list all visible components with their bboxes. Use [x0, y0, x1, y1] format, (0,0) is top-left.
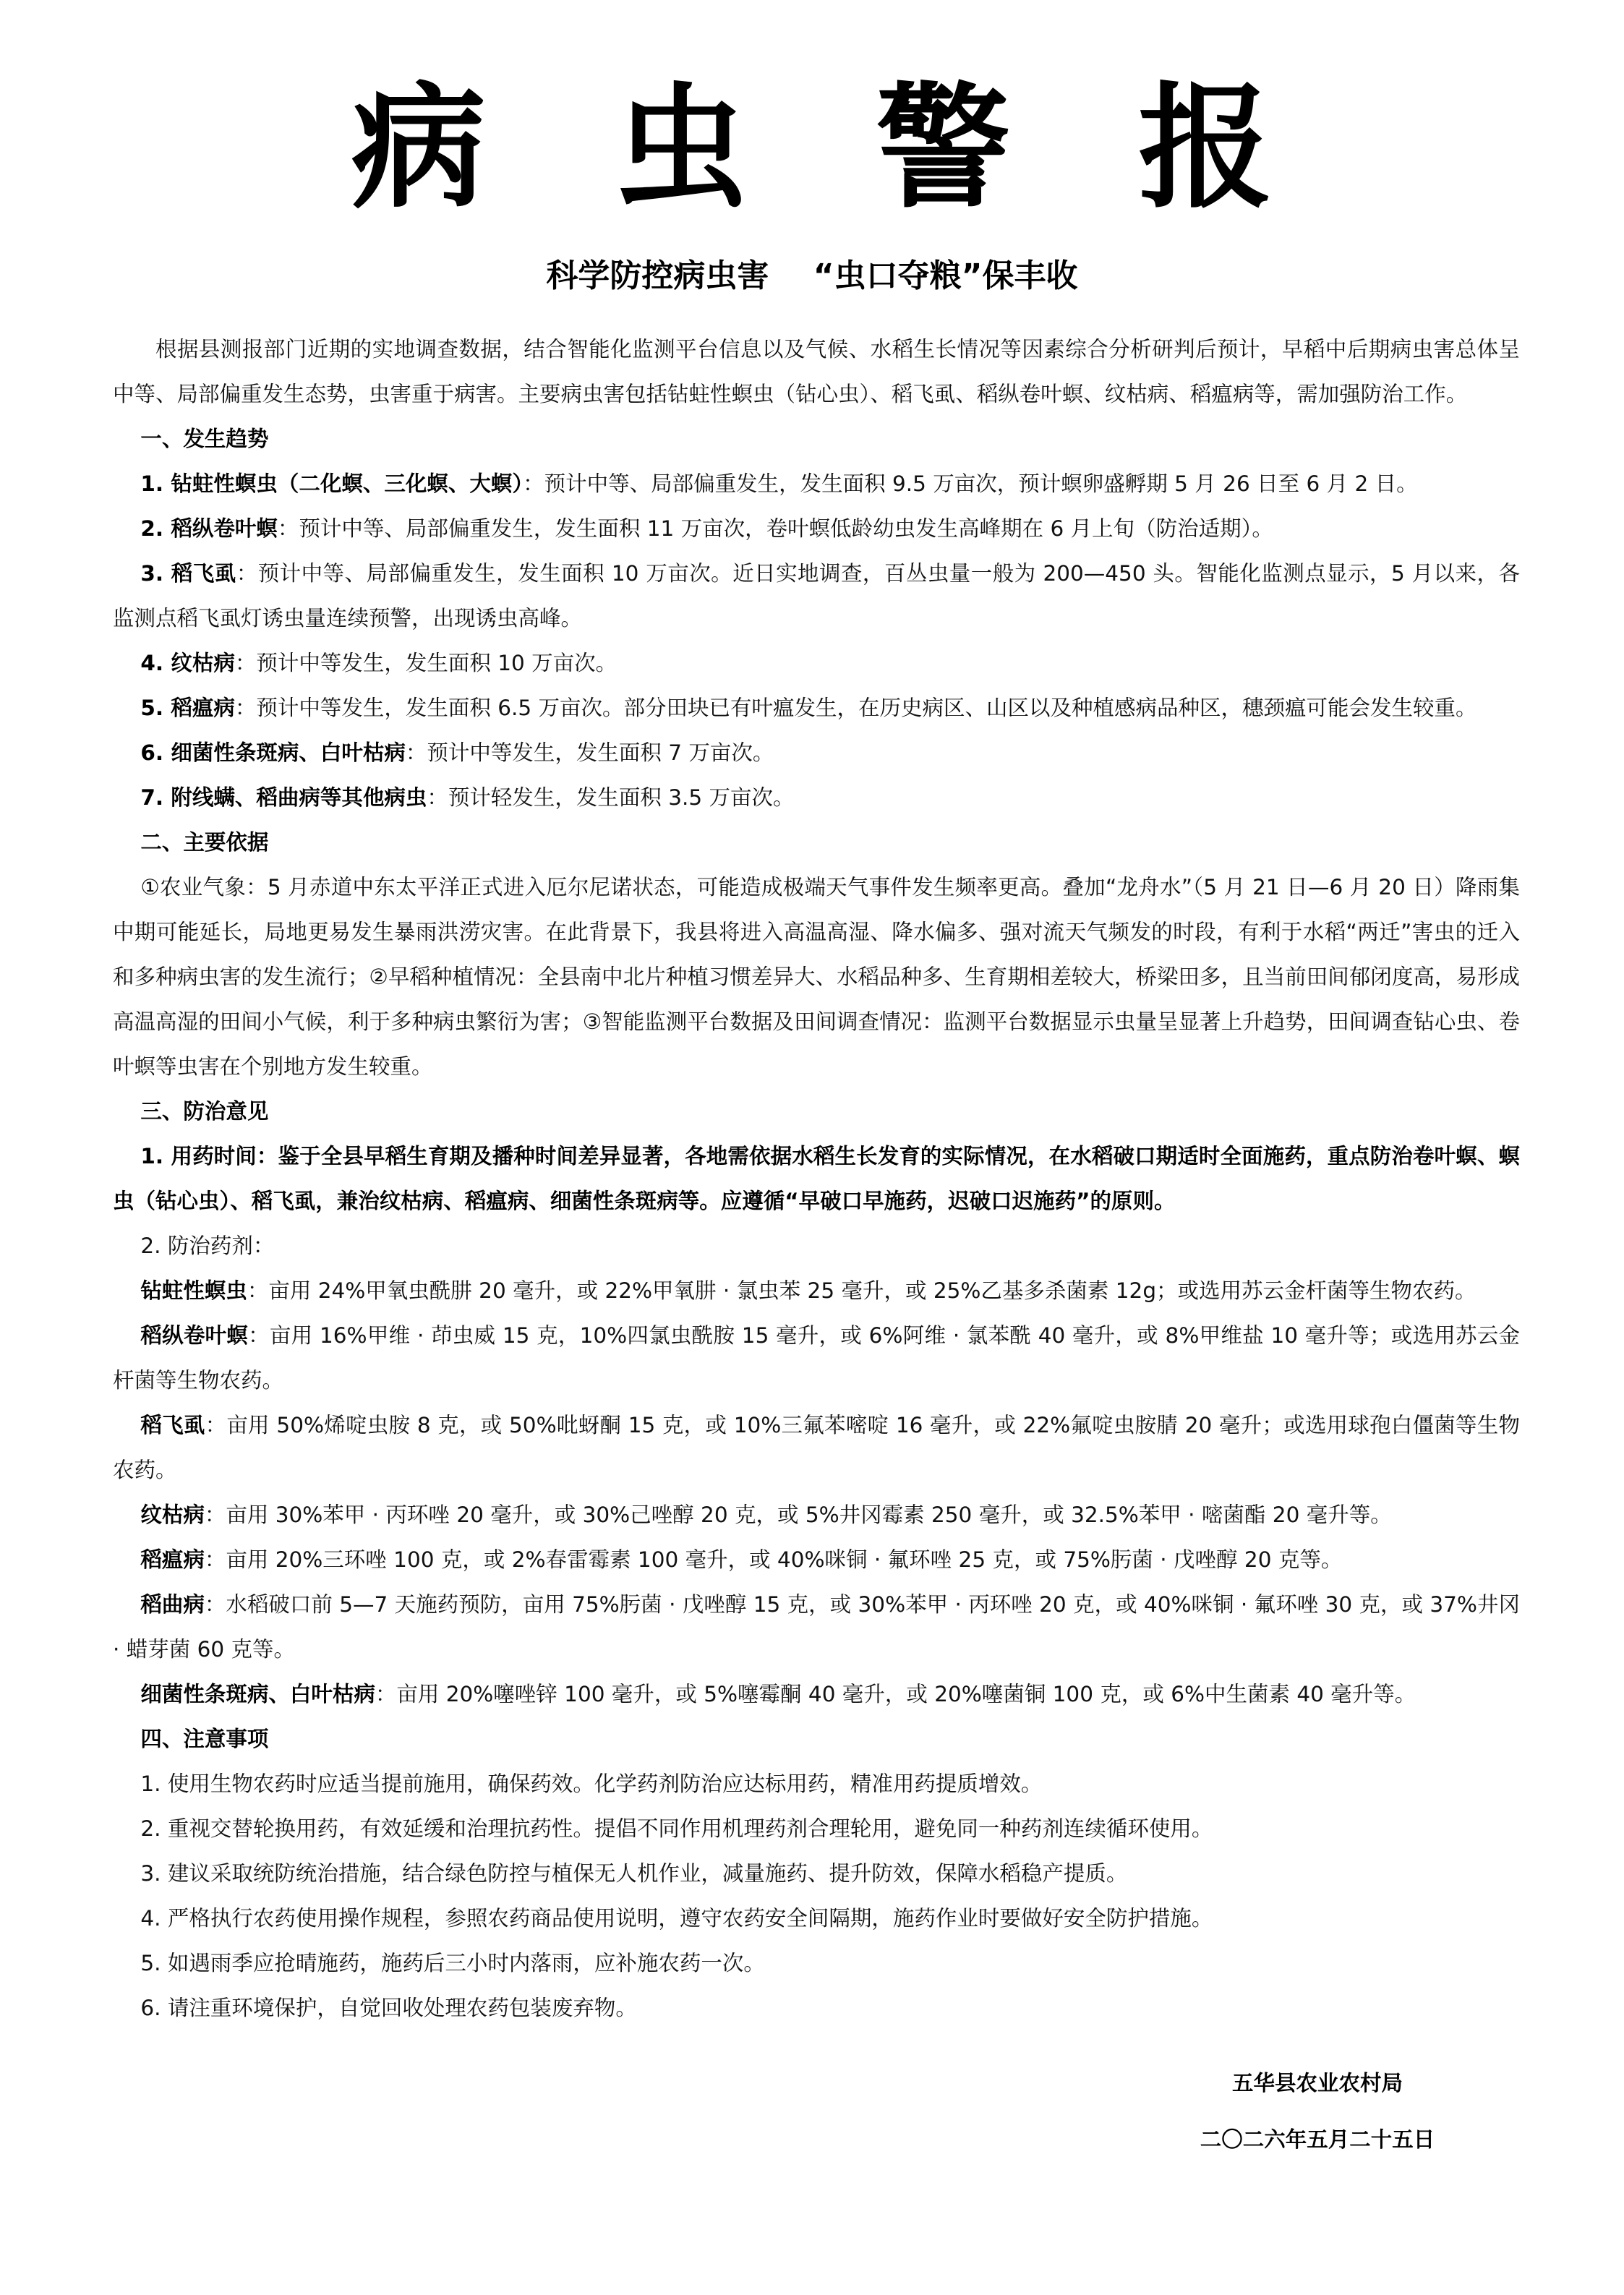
timing-paragraph: 1. 用药时间：鉴于全县早稻生育期及播种时间差异显著，各地需依据水稻生长发育的实际情况，在水稻破口期适时全面施药，重点防治卷叶螟、螟虫（钻心虫）、稻飞虱，兼治纹枯病、稻瘟病、细菌性条斑病等。应遵循“早破口早施药，迟破口迟施药”的原则。	[113, 1144, 1520, 1213]
note-item: 3. 建议采取统防统治措施，结合绿色防控与植保无人机作业，减量施药、提升防效，保障水稻稳产提质。	[140, 1861, 1128, 1886]
trend-item-text: ：预计中等发生，发生面积 10 万亩次。	[234, 651, 617, 675]
trend-item-label: 3. 稻飞虱	[140, 561, 236, 586]
note-item: 1. 使用生物农药时应适当提前施用，确保药效。化学药剂防治应达标用药，精准用药提质增效。	[140, 1772, 1043, 1796]
note-item: 6. 请注重环境保护，自觉回收处理农药包装废弃物。	[140, 1996, 637, 2020]
section-heading-advice: 三、防治意见	[140, 1099, 269, 1124]
section-heading-basis: 二、主要依据	[140, 830, 269, 855]
agent-item	[113, 1403, 1520, 1492]
trend-item-label: 4. 纹枯病	[140, 651, 235, 675]
agent-item-label: 稻纵卷叶螟	[140, 1323, 249, 1348]
section-heading-notes: 四、注意事项	[140, 1727, 269, 1751]
trend-item-label: 7. 附线螨、稻曲病等其他病虫	[140, 785, 427, 810]
agent-item	[113, 1268, 1520, 1313]
agent-item-text: ：亩用 16%甲维 · 茚虫威 15 克，10%四氯虫酰胺 15 毫升，或 6%阿维 · 氯苯酰 40 毫升，或 8%甲维盐 10 毫升等；或选用苏云金杆菌等生物农药。	[113, 1323, 1520, 1393]
page-subtitle: 科学防控病虫害 “虫口夺粮”保丰收	[546, 257, 1078, 294]
trend-item-text: ：预计中等、局部偏重发生，发生面积 10 万亩次。近日实地调查，百丛虫量一般为 200—450 头。智能化监测点显示，5 月以来，各监测点稻飞虱灯诱虫量连续预警，出现诱虫高峰。	[113, 561, 1520, 631]
agent-item-label: 纹枯病	[140, 1503, 205, 1527]
trend-item	[113, 506, 1520, 551]
agent-item	[113, 1313, 1520, 1403]
page-title: 病 虫 警 报	[351, 69, 1314, 226]
agent-item-text: ：亩用 50%烯啶虫胺 8 克，或 50%吡蚜酮 15 克，或 10%三氟苯嘧啶 16 毫升，或 22%氟啶虫胺腈 20 毫升；或选用球孢白僵菌等生物农药。	[113, 1413, 1520, 1482]
agent-item-label: 细菌性条斑病、白叶枯病	[140, 1682, 375, 1706]
agent-item-text: ：亩用 24%甲氧虫酰肼 20 毫升，或 22%甲氧肼 · 氯虫苯 25 毫升，或 25%乙基多杀菌素 12g；或选用苏云金杆菌等生物农药。	[247, 1278, 1476, 1303]
agent-item-label: 稻曲病	[140, 1592, 205, 1617]
intro-paragraph: 根据县测报部门近期的实地调查数据，结合智能化监测平台信息以及气候、水稻生长情况等因素综合分析研判后预计，早稻中后期病虫害总体呈中等、局部偏重发生态势，虫害重于病害。主要病虫害包括钻蛀性螟虫（钻心虫）、稻飞虱、稻纵卷叶螟、纹枯病、稻瘟病等，需加强防治工作。	[113, 337, 1520, 406]
trend-item	[113, 685, 1520, 730]
agents-heading: 2. 防治药剂：	[140, 1234, 275, 1258]
trend-item	[113, 551, 1520, 641]
trend-item	[113, 461, 1520, 506]
trend-item-text: ：预计中等、局部偏重发生，发生面积 11 万亩次，卷叶螟低龄幼虫发生高峰期在 6 月上旬（防治适期）。	[277, 516, 1273, 541]
agent-item-label: 钻蛀性螟虫	[140, 1278, 247, 1303]
agent-item-label: 稻飞虱	[140, 1413, 205, 1437]
trend-item-text: ：预计轻发生，发生面积 3.5 万亩次。	[427, 785, 795, 810]
note-item: 5. 如遇雨季应抢晴施药，施药后三小时内落雨，应补施农药一次。	[140, 1951, 765, 1975]
note-item: 2. 重视交替轮换用药，有效延缓和治理抗药性。提倡不同作用机理药剂合理轮用，避免同一种药剂连续循环使用。	[140, 1816, 1213, 1841]
signature-block	[1166, 2055, 1469, 2168]
basis-paragraph: ①农业气象：5 月赤道中东太平洋正式进入厄尔尼诺状态，可能造成极端天气事件发生频率更高。叠加“龙舟水”（5 月 21 日—6 月 20 日）降雨集中期可能延长，局地更易发生暴雨洪涝灾害。在此背景下，我县将进入高温高湿、降水偏多、强对流天气频发的时段，有利于水稻“两迁”害虫的迁入和多种病虫害的发生流行；②早稻种植情况：全县南中北片种植习惯差异大、水稻品种多、生育期相差较大，桥梁田多，且当前田间郁闭度高，易形成高温高湿的田间小气候，利于多种病虫繁衍为害；③智能监测平台数据及田间调查情况：监测平台数据显示虫量呈显著上升趋势，田间调查钻心虫、卷叶螟等虫害在个别地方发生较重。	[113, 875, 1520, 1079]
trend-item	[113, 730, 1520, 775]
trend-item-label: 2. 稻纵卷叶螟	[140, 516, 278, 541]
trend-item-label: 5. 稻瘟病	[140, 696, 235, 720]
trend-item-label: 6. 细菌性条斑病、白叶枯病	[140, 740, 406, 765]
agent-item	[113, 1537, 1520, 1582]
agent-item	[113, 1582, 1520, 1672]
notice-body	[113, 327, 1520, 2030]
trend-item	[113, 775, 1520, 820]
agent-item	[113, 1672, 1520, 1717]
trend-item-text: ：预计中等发生，发生面积 6.5 万亩次。部分田块已有叶瘟发生，在历史病区、山区以及种植感病品种区，穗颈瘟可能会发生较重。	[234, 696, 1477, 720]
signature-organization: 五华县农业农村局	[1231, 2071, 1403, 2095]
trend-item-text: ：预计中等、局部偏重发生，发生面积 9.5 万亩次，预计螟卵盛孵期 5 月 26 日至 6 月 2 日。	[523, 471, 1418, 496]
note-item: 4. 严格执行农药使用操作规程，参照农药商品使用说明，遵守农药安全间隔期，施药作业时要做好安全防护措施。	[140, 1906, 1213, 1931]
agent-item-text: ：水稻破口前 5—7 天施药预防，亩用 75%肟菌 · 戊唑醇 15 克，或 30%苯甲 · 丙环唑 20 克，或 40%咪铜 · 氟环唑 30 克，或 37%井冈 · 蜡芽菌 60 克等。	[113, 1592, 1520, 1662]
agent-item-label: 稻瘟病	[140, 1547, 205, 1572]
trend-item	[113, 641, 1520, 685]
section-heading-trend: 一、发生趋势	[140, 427, 269, 451]
agent-item-text: ：亩用 20%噻唑锌 100 毫升，或 5%噻霉酮 40 毫升，或 20%噻菌铜 100 克，或 6%中生菌素 40 毫升等。	[375, 1682, 1416, 1706]
agent-item	[113, 1492, 1520, 1537]
trend-item-text: ：预计中等发生，发生面积 7 万亩次。	[405, 740, 774, 765]
signature-date: 二〇二六年五月二十五日	[1200, 2127, 1435, 2152]
agent-item-text: ：亩用 20%三环唑 100 克，或 2%春雷霉素 100 毫升，或 40%咪铜 · 氟环唑 25 克，或 75%肟菌 · 戊唑醇 20 克等。	[204, 1547, 1343, 1572]
agent-item-text: ：亩用 30%苯甲 · 丙环唑 20 毫升，或 30%己唑醇 20 克，或 5%井冈霉素 250 毫升，或 32.5%苯甲 · 嘧菌酯 20 毫升等。	[204, 1503, 1392, 1527]
trend-item-label: 1. 钻蛀性螟虫（二化螟、三化螟、大螟）	[140, 471, 523, 496]
